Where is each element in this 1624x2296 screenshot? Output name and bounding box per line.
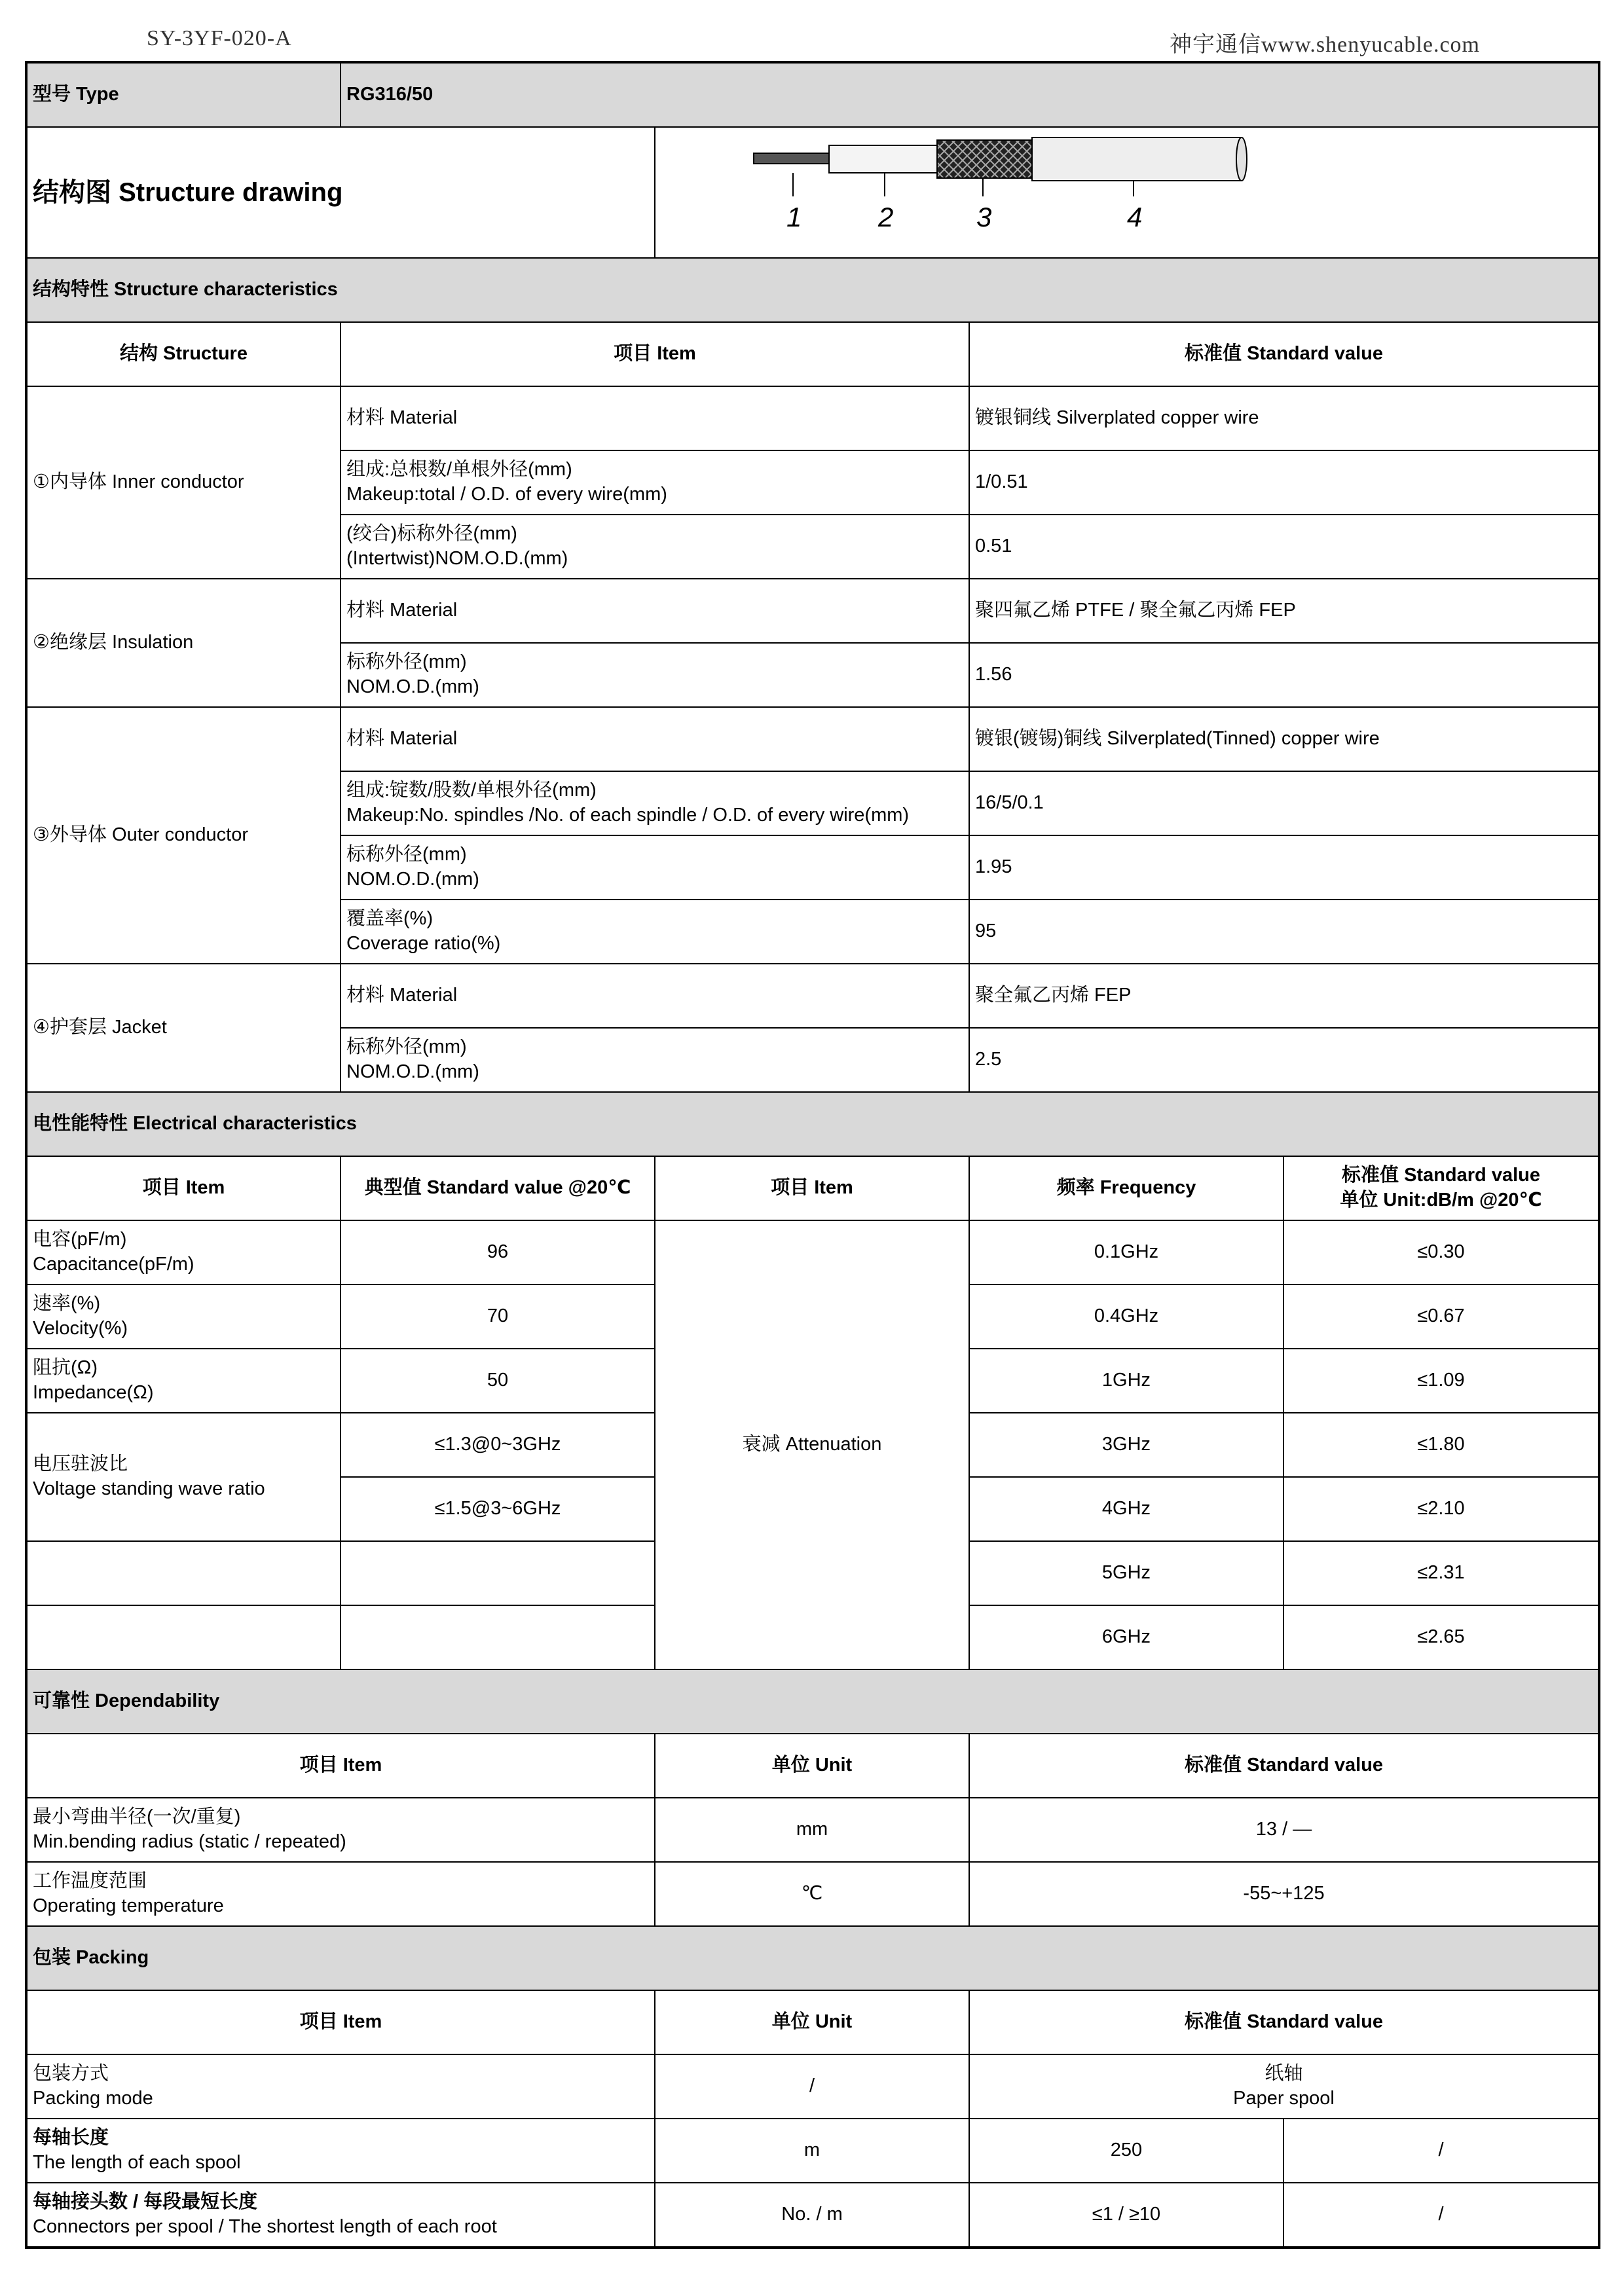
table-row (26, 2119, 1599, 2183)
frequency-cell: 4GHz (969, 1477, 1283, 1541)
type-value: RG316/50 (341, 62, 1599, 127)
cable-structure-drawing (655, 128, 1598, 250)
insulation-layer (829, 145, 940, 173)
electrical-header-row (26, 1156, 1599, 1220)
electrical-value: 96 (341, 1220, 655, 1285)
inner-conductor-label: ①内导体 Inner conductor (26, 386, 341, 579)
value-cell: 纸轴 Paper spool (969, 2054, 1599, 2119)
col-header-item: 项目 Item (655, 1156, 969, 1220)
frequency-cell: 1GHz (969, 1349, 1283, 1413)
value-cell: 2.5 (969, 1028, 1599, 1092)
item-cell: 组成:锭数/股数/单根外径(mm) Makeup:No. spindles /No. of each spindle / O.D. of every wire(mm) (341, 771, 969, 835)
value-cell: 1/0.51 (969, 450, 1599, 515)
vswr-value: ≤1.3@0~3GHz (341, 1413, 655, 1477)
col-header-standard-value: 标准值 Standard value (969, 1734, 1599, 1798)
unit-cell: ℃ (655, 1862, 969, 1926)
table-row (26, 1220, 1599, 1285)
item-cell: 覆盖率(%) Coverage ratio(%) (341, 900, 969, 964)
value-cell: 1.56 (969, 643, 1599, 707)
attenuation-label: 衰减 Attenuation (655, 1220, 969, 1669)
value-cell: ≤1 / ≥10 (969, 2183, 1283, 2248)
item-cell: 标称外径(mm) NOM.O.D.(mm) (341, 643, 969, 707)
table-row (26, 2054, 1599, 2119)
outer-conductor-label: ③外导体 Outer conductor (26, 707, 341, 964)
structure-header-row (26, 322, 1599, 386)
insulation-label: ②绝缘层 Insulation (26, 579, 341, 707)
item-cell: 组成:总根数/单根外径(mm) Makeup:total / O.D. of every wire(mm) (341, 450, 969, 515)
table-row (26, 964, 1599, 1028)
packing-mode-item: 包装方式 Packing mode (26, 2054, 655, 2119)
dependability-item: 工作温度范围 Operating temperature (26, 1862, 655, 1926)
col-header-item: 项目 Item (26, 1990, 655, 2054)
value-cell: 16/5/0.1 (969, 771, 1599, 835)
table-row (26, 2183, 1599, 2248)
electrical-value: 50 (341, 1349, 655, 1413)
jacket-layer (1032, 137, 1242, 181)
spec-sheet-table (25, 61, 1600, 2249)
structure-drawing-cell (655, 127, 1599, 258)
type-row (26, 62, 1599, 127)
frequency-cell: 6GHz (969, 1605, 1283, 1669)
item-cell: (绞合)标称外径(mm) (Intertwist)NOM.O.D.(mm) (341, 515, 969, 579)
item-cell: 材料 Material (341, 386, 969, 450)
value-cell: 聚全氟乙丙烯 FEP (969, 964, 1599, 1028)
drawing-row (26, 127, 1599, 258)
col-header-standard-value: 标准值 Standard value (969, 1990, 1599, 2054)
jacket-label: ④护套层 Jacket (26, 964, 341, 1092)
col-header-standard-value: 标准值 Standard value (969, 322, 1599, 386)
attenuation-value: ≤2.65 (1283, 1605, 1599, 1669)
section-packing-title: 包装 Packing (26, 1926, 1599, 1990)
extra-value-cell: / (1283, 2119, 1599, 2183)
attenuation-value: ≤0.30 (1283, 1220, 1599, 1285)
unit-cell: / (655, 2054, 969, 2119)
document-code: SY-3YF-020-A (147, 26, 292, 50)
col-header-item: 项目 Item (341, 322, 969, 386)
table-row (26, 1862, 1599, 1926)
frequency-cell: 0.1GHz (969, 1220, 1283, 1285)
section-structure-title: 结构特性 Structure characteristics (26, 258, 1599, 322)
inner-conductor-wire (754, 153, 832, 164)
connectors-item: 每轴接头数 / 每段最短长度 Connectors per spool / The shortest length of each root (26, 2183, 655, 2248)
value-cell: 镀银铜线 Silverplated copper wire (969, 386, 1599, 450)
col-header-standard-value-unit: 标准值 Standard value 单位 Unit:dB/m @20℃ (1283, 1156, 1599, 1220)
callout-2: 2 (878, 201, 894, 232)
unit-cell: mm (655, 1798, 969, 1862)
empty-cell (26, 1541, 341, 1605)
dependability-header-row (26, 1734, 1599, 1798)
col-header-structure: 结构 Structure (26, 322, 341, 386)
type-label: 型号 Type (26, 62, 341, 127)
section-electrical-title: 电性能特性 Electrical characteristics (26, 1092, 1599, 1156)
value-cell: 95 (969, 900, 1599, 964)
item-cell: 标称外径(mm) NOM.O.D.(mm) (341, 835, 969, 900)
electrical-item: 阻抗(Ω) Impedance(Ω) (26, 1349, 341, 1413)
attenuation-value: ≤2.31 (1283, 1541, 1599, 1605)
electrical-item: 速率(%) Velocity(%) (26, 1285, 341, 1349)
spool-length-item: 每轴长度 The length of each spool (26, 2119, 655, 2183)
empty-cell (341, 1541, 655, 1605)
col-header-frequency: 频率 Frequency (969, 1156, 1283, 1220)
company-website: 神宇通信www.shenyucable.com (1169, 33, 1480, 57)
frequency-cell: 5GHz (969, 1541, 1283, 1605)
unit-cell: m (655, 2119, 969, 2183)
table-row (26, 707, 1599, 771)
value-cell: 聚四氟乙烯 PTFE / 聚全氟乙丙烯 FEP (969, 579, 1599, 643)
col-header-unit: 单位 Unit (655, 1734, 969, 1798)
value-cell: 13 / — (969, 1798, 1599, 1862)
section-dependability-title: 可靠性 Dependability (26, 1669, 1599, 1734)
attenuation-value: ≤0.67 (1283, 1285, 1599, 1349)
value-cell: 250 (969, 2119, 1283, 2183)
outer-conductor-braid (937, 140, 1035, 178)
attenuation-value: ≤1.09 (1283, 1349, 1599, 1413)
col-header-typical-value: 典型值 Standard value @20℃ (341, 1156, 655, 1220)
vswr-value: ≤1.5@3~6GHz (341, 1477, 655, 1541)
dependability-item: 最小弯曲半径(一次/重复) Min.bending radius (static / repeated) (26, 1798, 655, 1862)
callout-3: 3 (976, 201, 992, 232)
empty-cell (26, 1605, 341, 1669)
value-cell: 镀银(镀锡)铜线 Silverplated(Tinned) copper wire (969, 707, 1599, 771)
attenuation-value: ≤1.80 (1283, 1413, 1599, 1477)
col-header-unit: 单位 Unit (655, 1990, 969, 2054)
value-cell: 0.51 (969, 515, 1599, 579)
extra-value-cell: / (1283, 2183, 1599, 2248)
packing-header-row (26, 1990, 1599, 2054)
callout-1: 1 (786, 201, 802, 232)
item-cell: 材料 Material (341, 964, 969, 1028)
frequency-cell: 0.4GHz (969, 1285, 1283, 1349)
value-cell: -55~+125 (969, 1862, 1599, 1926)
unit-cell: No. / m (655, 2183, 969, 2248)
electrical-value: 70 (341, 1285, 655, 1349)
item-cell: 材料 Material (341, 579, 969, 643)
value-cell: 1.95 (969, 835, 1599, 900)
vswr-label: 电压驻波比 Voltage standing wave ratio (26, 1413, 341, 1541)
frequency-cell: 3GHz (969, 1413, 1283, 1477)
drawing-label: 结构图 Structure drawing (26, 127, 655, 258)
col-header-item: 项目 Item (26, 1734, 655, 1798)
table-row (26, 386, 1599, 450)
col-header-item: 项目 Item (26, 1156, 341, 1220)
empty-cell (341, 1605, 655, 1669)
item-cell: 材料 Material (341, 707, 969, 771)
attenuation-value: ≤2.10 (1283, 1477, 1599, 1541)
table-row (26, 1798, 1599, 1862)
callout-4: 4 (1127, 201, 1143, 232)
table-row (26, 579, 1599, 643)
electrical-item: 电容(pF/m) Capacitance(pF/m) (26, 1220, 341, 1285)
item-cell: 标称外径(mm) NOM.O.D.(mm) (341, 1028, 969, 1092)
